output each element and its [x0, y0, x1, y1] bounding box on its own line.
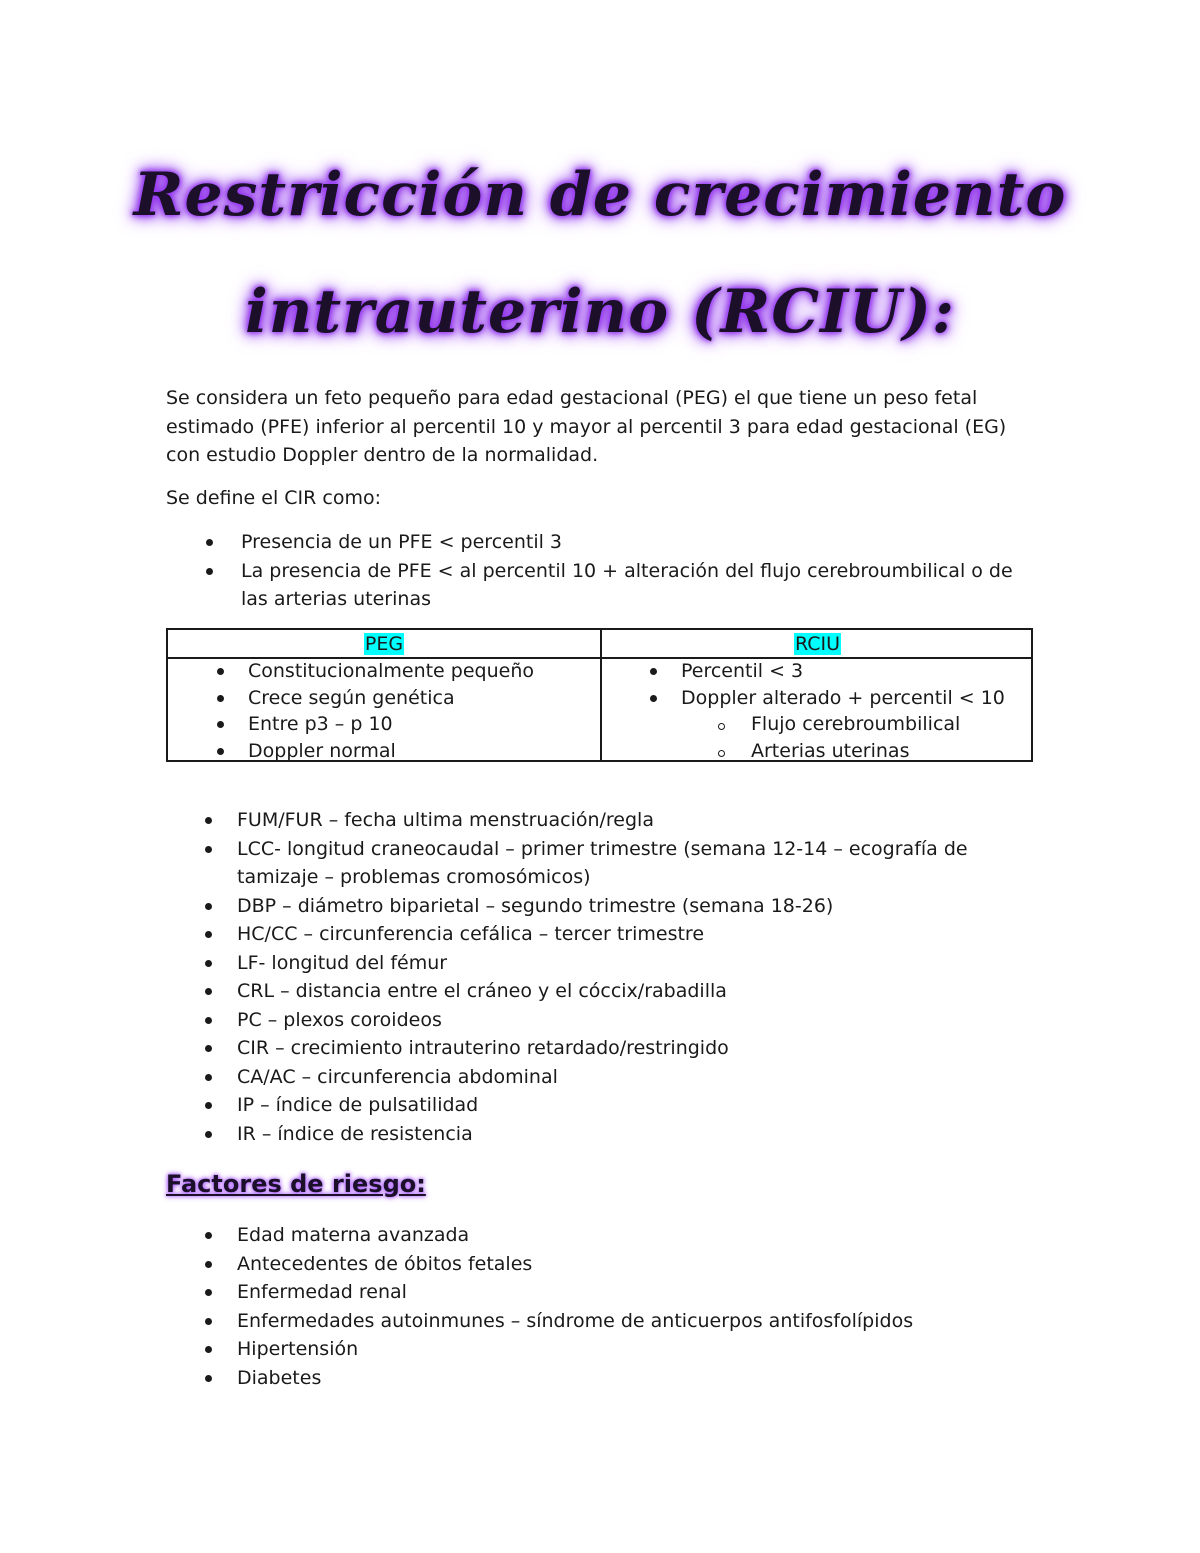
bullet-icon	[206, 568, 213, 575]
list-item	[237, 1006, 1037, 1035]
bullet-icon	[206, 539, 213, 546]
list-item	[241, 528, 1041, 557]
list-item	[237, 1278, 1037, 1307]
risk-factors-list	[237, 1221, 1037, 1392]
list-item-text: CIR – crecimiento intrauterino retardado/restringido	[237, 1037, 729, 1059]
bullet-icon	[205, 1375, 212, 1382]
list-item	[681, 658, 1005, 685]
list-item-text: Enfermedad renal	[237, 1281, 407, 1303]
bullet-icon	[205, 988, 212, 995]
rciu-characteristics-list	[681, 658, 1005, 764]
list-item-text: Crece según genética	[248, 686, 455, 709]
list-item	[237, 949, 1037, 978]
bullet-icon	[205, 1261, 212, 1268]
header-text: RCIU	[794, 633, 841, 655]
list-item	[248, 738, 534, 765]
circle-bullet-icon	[718, 750, 725, 757]
table-header-rciu	[602, 630, 1033, 657]
list-item	[237, 1034, 1037, 1063]
list-item-text: Presencia de un PFE < percentil 3	[241, 531, 563, 553]
peg-characteristics-list	[248, 658, 534, 764]
risk-factors-heading: Factores de riesgo:	[166, 1170, 426, 1198]
list-item	[237, 1221, 1037, 1250]
list-item	[237, 920, 1037, 949]
peg-rciu-comparison-table	[166, 628, 1033, 762]
list-item	[248, 658, 534, 685]
abbreviations-list	[237, 806, 1037, 1148]
list-item-text: Doppler normal	[248, 739, 396, 762]
list-item-text: DBP – diámetro biparietal – segundo trimestre (semana 18-26)	[237, 894, 834, 917]
list-item-text: La presencia de PFE < al percentil 10 + alteración del flujo cerebroumbilical o de las arterias uterinas	[241, 559, 1013, 610]
list-item-text: Edad materna avanzada	[237, 1224, 470, 1246]
list-item-text: Antecedentes de óbitos fetales	[237, 1252, 533, 1275]
bullet-icon	[205, 1232, 212, 1239]
list-item-text: LCC- longitud craneocaudal – primer trimestre (semana 12-14 – ecografía de tamizaje – problemas cromosómicos)	[237, 837, 968, 888]
list-item	[237, 1063, 1037, 1092]
list-item	[241, 557, 1041, 614]
bullet-icon	[205, 846, 212, 853]
table-header-peg	[168, 630, 600, 657]
list-item-text: IP – índice de pulsatilidad	[237, 1094, 479, 1116]
list-item	[237, 1307, 1037, 1336]
list-item	[248, 685, 534, 712]
header-text: PEG	[364, 633, 404, 655]
bullet-icon	[205, 960, 212, 967]
list-item	[237, 835, 1037, 892]
list-item-text: Hipertensión	[237, 1338, 359, 1360]
bullet-icon	[205, 1346, 212, 1353]
list-item	[237, 892, 1037, 921]
list-item-text: HC/CC – circunferencia cefálica – tercer trimestre	[237, 923, 705, 945]
bullet-icon	[205, 1045, 212, 1052]
list-item-text: Diabetes	[237, 1366, 322, 1389]
list-item	[237, 1091, 1037, 1120]
list-item	[681, 685, 1005, 712]
list-item-text: Flujo cerebroumbilical	[751, 713, 961, 735]
list-item	[248, 711, 534, 738]
bullet-icon	[650, 668, 657, 675]
bullet-icon	[217, 668, 224, 675]
bullet-icon	[205, 1102, 212, 1109]
list-item-text: Constitucionalmente pequeño	[248, 660, 534, 682]
list-item	[237, 806, 1037, 835]
cir-definition-list	[241, 528, 1041, 614]
bullet-icon	[205, 903, 212, 910]
sub-list-item	[681, 711, 1005, 738]
document-title-line-1: Restricción de crecimiento	[133, 160, 1067, 230]
bullet-icon	[205, 817, 212, 824]
list-item-text: Doppler alterado + percentil < 10	[681, 686, 1005, 709]
bullet-icon	[205, 1074, 212, 1081]
list-item	[237, 1364, 1037, 1393]
list-item	[237, 977, 1037, 1006]
bullet-icon	[205, 1131, 212, 1138]
bullet-icon	[650, 695, 657, 702]
list-item-text: Entre p3 – p 10	[248, 713, 393, 735]
bullet-icon	[205, 1017, 212, 1024]
list-item-text: Percentil < 3	[681, 660, 804, 682]
list-item-text: LF- longitud del fémur	[237, 951, 448, 974]
intro-paragraph: Se considera un feto pequeño para edad gestacional (PEG) el que tiene un peso fetal estimado (PFE) inferior al percentil 10 y mayor al percentil 3 para edad gestacional (EG) con estudio Doppler dentro de la normalidad.	[166, 387, 1007, 466]
bullet-icon	[205, 1318, 212, 1325]
list-item	[237, 1250, 1037, 1279]
document-title-line-2: intrauterino (RCIU):	[245, 277, 955, 347]
list-item-text: CRL – distancia entre el cráneo y el cóccix/rabadilla	[237, 980, 727, 1002]
bullet-icon	[217, 721, 224, 728]
list-item	[237, 1335, 1037, 1364]
list-item-text: Enfermedades autoinmunes – síndrome de anticuerpos antifosfolípidos	[237, 1309, 914, 1332]
bullet-icon	[205, 1289, 212, 1296]
list-item	[237, 1120, 1037, 1149]
bullet-icon	[205, 931, 212, 938]
bullet-icon	[217, 748, 224, 755]
list-item-text: Arterias uterinas	[751, 739, 910, 762]
sub-list-item	[681, 738, 1005, 765]
list-item-text: CA/AC – circunferencia abdominal	[237, 1065, 558, 1088]
list-item-text: FUM/FUR – fecha ultima menstruación/regla	[237, 809, 654, 831]
circle-bullet-icon	[718, 723, 725, 730]
bullet-icon	[217, 695, 224, 702]
cir-definition-lead: Se define el CIR como:	[166, 487, 382, 509]
list-item-text: IR – índice de resistencia	[237, 1122, 473, 1145]
list-item-text: PC – plexos coroideos	[237, 1008, 442, 1031]
